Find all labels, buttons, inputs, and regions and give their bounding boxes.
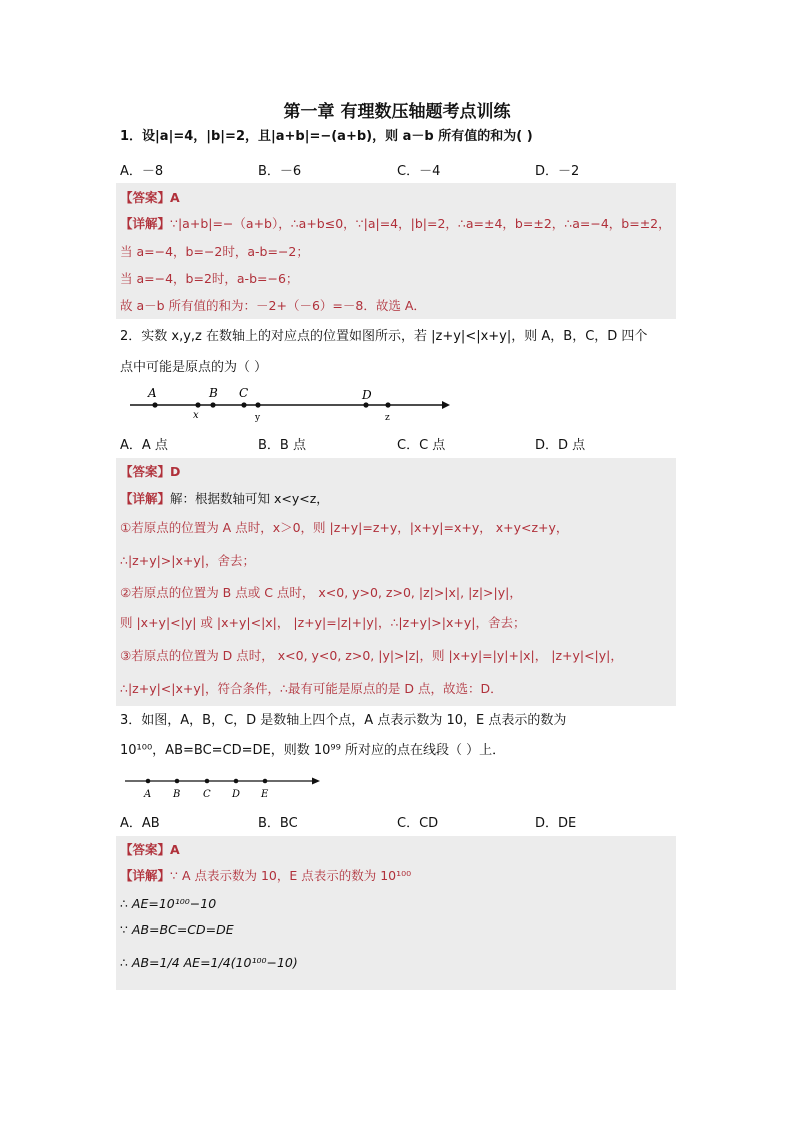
q1-option-c: C．－4	[397, 164, 441, 179]
q1-detail-line-1: 【详解】∵|a+b|=−（a+b），∴a+b≤0，∵|a|=4，|b|=2，∴a=±4，b=±2，∴a=−4，b=±2，	[120, 216, 671, 231]
q2-number-line-figure	[120, 380, 460, 425]
point-x	[195, 402, 200, 407]
q3-option-a: A．AB	[120, 816, 160, 831]
q1-option-b: B．－6	[258, 164, 302, 179]
q3-answer	[120, 840, 180, 858]
label-e: E	[261, 789, 269, 800]
q1-answer	[120, 188, 180, 206]
point-e	[263, 779, 268, 784]
question-3-stem-line-2: 10¹⁰⁰，AB=BC=CD=DE，则数 10⁹⁹ 所对应的点在线段（ ）上．	[120, 743, 506, 758]
page-title: 第一章 有理数压轴题考点训练	[283, 102, 511, 122]
q2-option-c: C．C 点	[397, 438, 446, 453]
q1-detail-line-2: 当 a=−4，b=−2时，a-b=−2；	[120, 244, 309, 259]
q2-detail-line-6: ③若原点的位置为 D 点时， x<0, y<0, z>0, |y|>|z|，则 |x+y|=|y|+|x|， |z+y|<|y|，	[120, 648, 623, 663]
answer-value: A	[170, 190, 180, 205]
q1-option-a: A．－8	[120, 164, 164, 179]
detail-label: 【详解】	[120, 491, 171, 506]
q3-detail-line-1: 【详解】∵ A 点表示数为 10，E 点表示的数为 10¹⁰⁰	[120, 868, 412, 883]
answer-label: 【答案】	[120, 842, 171, 857]
q2-detail-line-3: ∴|z+y|>|x+y|，舍去；	[120, 553, 255, 568]
q2-detail-line-2: ①若原点的位置为 A 点时，x＞0，则 |z+y|=z+y，|x+y|=x+y， x+y<z+y，	[120, 520, 569, 535]
q1-option-d: D．－2	[535, 164, 580, 179]
q2-detail-line-5: 则 |x+y|<|y| 或 |x+y|<|x|， |z+y|=|z|+|y|，∴|z+y|>|x+y|，舍去；	[120, 615, 526, 630]
point-z	[385, 402, 390, 407]
answer-value: A	[170, 842, 180, 857]
question-2-stem-line-2: 点中可能是原点的为（ ）	[120, 360, 268, 375]
point-b	[210, 402, 215, 407]
q2-detail-line-7: ∴|z+y|<|x+y|，符合条件，∴最有可能是原点的是 D 点，故选：D．	[120, 681, 503, 696]
q2-detail-line-4: ②若原点的位置为 B 点或 C 点时， x<0, y>0, z>0, |z|>|x|, |z|>|y|，	[120, 585, 522, 600]
question-3-stem-line-1: 3．如图，A，B，C，D 是数轴上四个点，A 点表示数为 10，E 点表示的数为	[120, 713, 567, 728]
point-c	[241, 402, 246, 407]
answer-label: 【答案】	[120, 190, 171, 205]
label-x: x	[193, 410, 199, 421]
q3-option-d: D．DE	[535, 816, 577, 831]
q3-detail-line-4: ∴ AB=1/4 AE=1/4(10¹⁰⁰−10)	[120, 955, 298, 970]
label-d: D	[232, 789, 241, 800]
answer-label: 【答案】	[120, 464, 171, 479]
label-d: D	[362, 388, 372, 402]
detail-label: 【详解】	[120, 868, 171, 883]
question-1-stem: 1．设|a|=4，|b|=2，且|a+b|=−(a+b)，则 a－b 所有值的和为( )	[120, 129, 533, 144]
label-c: C	[203, 789, 211, 800]
q3-detail-line-2: ∴ AE=10¹⁰⁰−10	[120, 896, 217, 911]
label-c: C	[239, 386, 249, 400]
point-c	[205, 779, 210, 784]
point-y	[255, 402, 260, 407]
q3-detail-line-3: ∵ AB=BC=CD=DE	[120, 922, 234, 937]
q2-detail-line-1: 【详解】解：根据数轴可知 x<y<z，	[120, 491, 329, 506]
answer-value: D	[170, 464, 181, 479]
label-a: A	[144, 789, 152, 800]
label-a: A	[148, 386, 157, 400]
arrow-head-icon	[442, 401, 450, 409]
arrow-head-icon	[312, 778, 320, 785]
question-2-stem-line-1: 2．实数 x,y,z 在数轴上的对应点的位置如图所示，若 |z+y|<|x+y|，则 A，B，C，D 四个	[120, 329, 648, 344]
label-y: y	[255, 413, 261, 423]
point-a	[146, 779, 151, 784]
point-d	[234, 779, 239, 784]
label-z: z	[385, 413, 390, 423]
q1-detail-line-4: 故 a－b 所有值的和为：－2+（－6）=－8．故选 A．	[120, 298, 426, 313]
point-a	[152, 402, 157, 407]
q2-option-d: D．D 点	[535, 438, 586, 453]
detail-label: 【详解】	[120, 216, 171, 231]
q2-answer	[120, 462, 180, 480]
q2-option-a: A．A 点	[120, 438, 168, 453]
point-b	[175, 779, 180, 784]
q3-option-b: B．BC	[258, 816, 298, 831]
q3-option-c: C．CD	[397, 816, 439, 831]
label-b: B	[173, 789, 181, 800]
q2-option-b: B．B 点	[258, 438, 306, 453]
q1-detail-line-3: 当 a=−4，b=2时，a-b=−6；	[120, 271, 299, 286]
label-b: B	[209, 386, 218, 400]
q3-number-line-figure	[120, 770, 330, 802]
point-d	[363, 402, 368, 407]
